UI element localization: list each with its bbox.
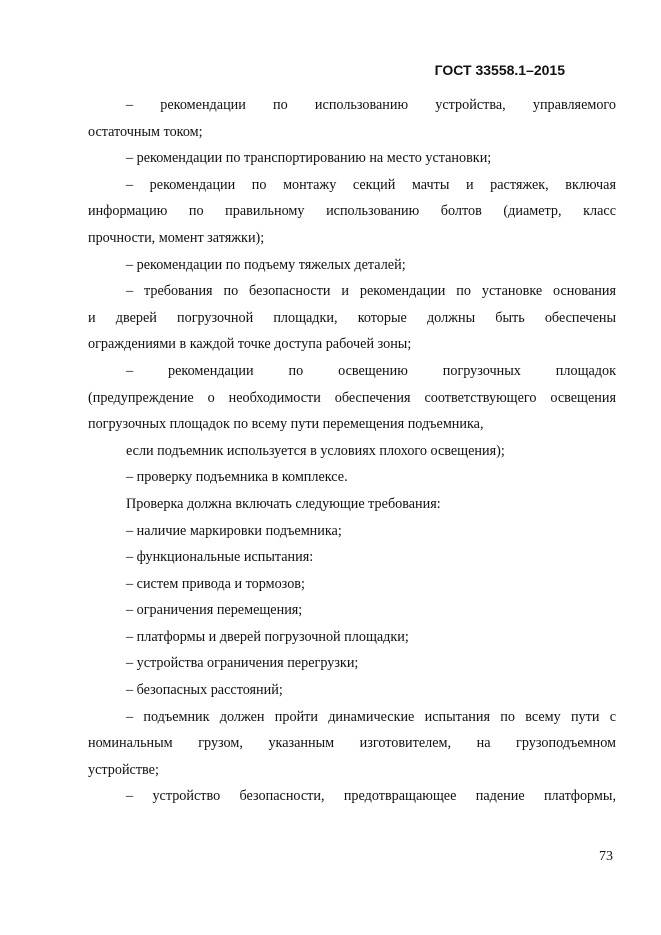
document-body [88, 92, 616, 810]
text-line: – рекомендации по подъему тяжелых деталей; [126, 256, 406, 273]
text-line: устройстве; [88, 761, 159, 778]
text-line: – безопасных расстояний; [126, 682, 283, 699]
page-number: 73 [599, 849, 613, 864]
text-line: – устройство безопасности, предотвращающее падение платформы, [126, 788, 616, 805]
text-line: ограждениями в каждой точке доступа рабочей зоны; [88, 336, 412, 353]
document-header: ГОСТ 33558.1–2015 [434, 62, 565, 78]
text-line: прочности, момент затяжки); [88, 229, 265, 246]
text-line: – рекомендации по освещению погрузочных площадок [126, 362, 616, 379]
text-line: остаточным током; [88, 123, 203, 140]
text-line: – функциональные испытания: [126, 549, 314, 566]
text-line: – ограничения перемещения; [126, 602, 303, 619]
text-line: информацию по правильному использованию болтов (диаметр, класс [88, 203, 616, 220]
text-line: – рекомендации по монтажу секций мачты и растяжек, включая [126, 176, 616, 193]
text-line: Проверка должна включать следующие требования: [126, 495, 441, 512]
text-line: – рекомендации по транспортированию на место установки; [126, 150, 492, 167]
text-line: если подъемник используется в условиях плохого освещения); [126, 442, 505, 459]
text-line: – устройства ограничения перегрузки; [126, 655, 359, 672]
text-line: – платформы и дверей погрузочной площадки; [126, 628, 409, 645]
text-line: – систем привода и тормозов; [126, 575, 305, 592]
text-line: – рекомендации по использованию устройства, управляемого [126, 97, 616, 113]
text-line: – подъемник должен пройти динамические испытания по всему пути с [126, 708, 616, 725]
text-line: и дверей погрузочной площадки, которые должны быть обеспечены [88, 309, 616, 326]
text-line: (предупреждение о необходимости обеспечения соответствующего освещения [88, 389, 616, 406]
text-line: – наличие маркировки подъемника; [126, 522, 342, 539]
text-line: – проверку подъемника в комплексе. [126, 469, 348, 486]
text-line: номинальным грузом, указанным изготовителем, на грузоподъемном [88, 735, 616, 752]
text-line: погрузочных площадок по всему пути перемещения подъемника, [88, 416, 484, 433]
text-line: – требования по безопасности и рекомендации по установке основания [126, 283, 616, 300]
